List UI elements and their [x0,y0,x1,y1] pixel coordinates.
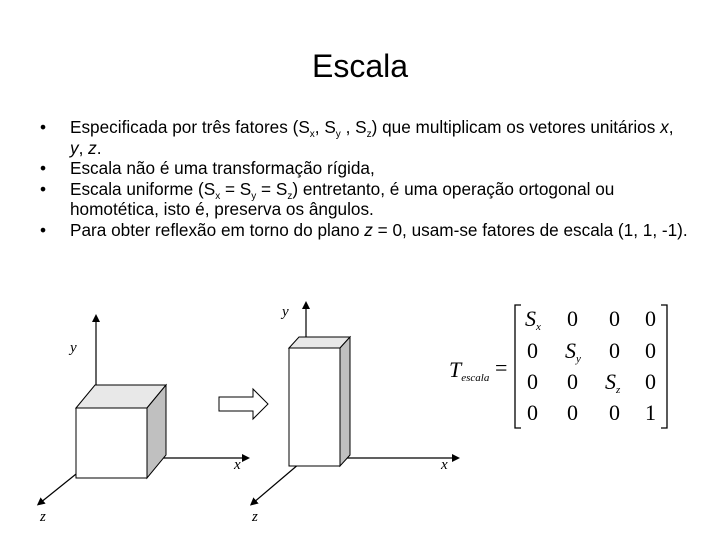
box-front-face [289,348,340,466]
cube-front-face [76,408,147,478]
left-x-axis-label: x [234,457,241,473]
matrix-cell-0-1: 0 [567,306,578,331]
matrix-cell-3-0: 0 [527,400,538,425]
matrix-cell-3-3: 1 [645,400,656,425]
right-y-axis-label: y [282,304,289,320]
matrix-cell-1-1: $S_y$ [565,338,581,365]
right-x-axis-label: x [441,457,448,473]
bullet-marker: • [40,117,47,137]
matrix-cell-2-0: 0 [527,369,538,394]
transform-arrow-icon [219,389,268,419]
matrix-cell-0-2: 0 [609,306,620,331]
scale-matrix [449,305,667,428]
bullet-item-not-rigid: • Escala não é uma transformação rígida, [40,158,375,178]
box-side-face [340,337,350,466]
matrix-cell-3-2: 0 [609,400,620,425]
matrix-cell-3-1: 0 [567,400,578,425]
matrix-cell-2-2: $S_z$ [605,369,621,396]
bullet-marker: • [40,158,47,178]
matrix-right-bracket [661,305,667,428]
unit-cube [76,385,166,478]
bullet-item-factors: • Especificada por três fatores ($S_x$, $S_y$ , $S_z$) que multiplicam os vetores unitários x, y, z. [40,117,674,158]
left-z-axis-label: z [40,509,46,525]
matrix-label: Tescala [449,357,490,384]
matrix-cell-1-3: 0 [645,338,656,363]
matrix-cell-0-0: $S_x$ [525,306,541,333]
bullet-marker: • [40,178,47,199]
scaled-box [289,337,350,466]
matrix-cell-2-3: 0 [645,369,656,394]
matrix-equals: = [495,355,508,380]
slide-title: Escala [311,48,409,84]
matrix-cell-2-1: 0 [567,369,578,394]
matrix-cell-0-3: 0 [645,306,656,331]
matrix-cell-1-0: 0 [527,338,538,363]
bullet-marker: • [40,219,47,240]
right-axes [251,304,456,525]
bullet-item-reflection: • Para obter reflexão em torno do plano z = 0, usam-se fatores de escala (1, 1, -1). [40,219,688,240]
matrix-cell-1-2: 0 [609,338,620,363]
bullet-item-uniform: • Escala uniforme $(S_x = S_y = S_z)$ entretanto, é uma operação ortogonal ou homotética, isto é, preserva os ângulos. [40,178,615,219]
left-y-axis-label: y [70,340,77,356]
right-z-axis-label: z [252,509,258,525]
matrix-left-bracket [515,305,521,428]
